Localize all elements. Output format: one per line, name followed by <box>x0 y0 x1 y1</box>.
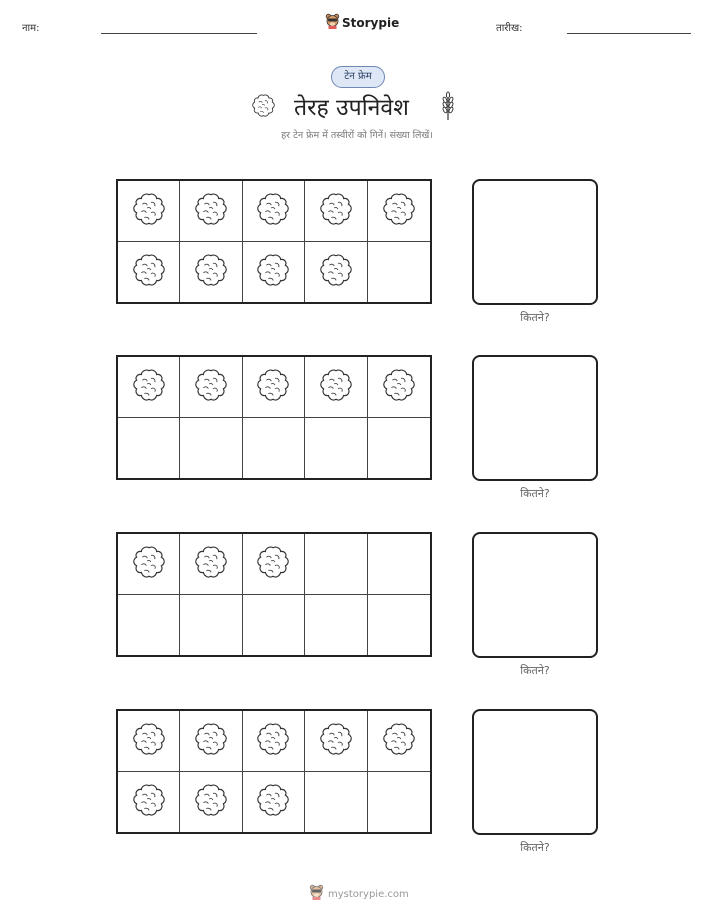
ten-frame-cell <box>118 711 180 772</box>
ten-frame-cell <box>180 418 242 479</box>
cotton-boll-icon <box>254 720 292 762</box>
cotton-boll-icon <box>192 251 230 293</box>
instructions: हर टेन फ्रेम में तस्वीरों को गिनें। संख्या लिखें। <box>281 130 433 141</box>
ten-frame-cell <box>243 357 305 418</box>
cotton-boll-icon <box>254 543 292 585</box>
cotton-boll-icon <box>380 720 418 762</box>
brand-logo <box>325 13 399 33</box>
ten-frame-cell <box>118 418 180 479</box>
ten-frame-cell <box>368 181 430 242</box>
how-many-label: कितने? <box>520 664 550 677</box>
bear-mascot-icon <box>325 13 340 33</box>
ten-frame-cell <box>305 772 367 833</box>
ten-frame-cell <box>305 357 367 418</box>
cotton-boll-icon <box>130 251 168 293</box>
footer-site: mystorypie.com <box>328 888 409 900</box>
ten-frame-cell <box>243 242 305 303</box>
ten-frame-cell <box>243 595 305 656</box>
ten-frame-cell <box>305 595 367 656</box>
ten-frame-cell <box>243 534 305 595</box>
cotton-boll-icon <box>192 190 230 232</box>
ten-frame-cell <box>243 772 305 833</box>
cotton-boll-icon <box>192 366 230 408</box>
ten-frame-cell <box>368 534 430 595</box>
cotton-boll-icon <box>254 190 292 232</box>
ten-frame-cell <box>118 357 180 418</box>
ten-frame-cell <box>368 242 430 303</box>
ten-frame-cell <box>180 181 242 242</box>
cotton-boll-icon <box>192 543 230 585</box>
cotton-boll-icon <box>130 781 168 823</box>
answer-box[interactable] <box>472 532 598 658</box>
ten-frame-cell <box>118 534 180 595</box>
bear-mascot-icon <box>309 884 324 904</box>
ten-frame-cell <box>305 711 367 772</box>
ten-frame-cell <box>368 711 430 772</box>
cotton-boll-icon <box>254 251 292 293</box>
page-title: तेरह उपनिवेश <box>294 95 409 121</box>
ten-frame-cell <box>243 711 305 772</box>
cotton-boll-icon <box>130 543 168 585</box>
answer-box[interactable] <box>472 709 598 835</box>
how-many-label: कितने? <box>520 487 550 500</box>
ten-frame-cell <box>243 418 305 479</box>
ten-frame-cell <box>305 181 367 242</box>
ten-frame-cell <box>180 772 242 833</box>
wheat-icon <box>439 91 457 125</box>
ten-frame-cell <box>118 595 180 656</box>
ten-frame-cell <box>118 242 180 303</box>
cotton-boll-icon <box>317 190 355 232</box>
cotton-boll-icon <box>380 366 418 408</box>
date-label: तारीख: <box>496 23 523 34</box>
footer <box>309 884 409 904</box>
ten-frame-cell <box>368 772 430 833</box>
ten-frame-cell <box>305 242 367 303</box>
answer-box[interactable] <box>472 355 598 481</box>
cotton-boll-icon <box>254 366 292 408</box>
ten-frame-cell <box>243 181 305 242</box>
ten-frame-cell <box>118 181 180 242</box>
ten-frame <box>116 179 432 304</box>
answer-box[interactable] <box>472 179 598 305</box>
ten-frame-cell <box>368 418 430 479</box>
cotton-boll-icon <box>380 190 418 232</box>
topic-badge: टेन फ्रेम <box>331 66 385 88</box>
brand-name: Storypie <box>342 16 400 30</box>
ten-frame-cell <box>180 534 242 595</box>
cotton-boll-icon <box>317 251 355 293</box>
ten-frame-cell <box>368 595 430 656</box>
cotton-boll-icon <box>130 366 168 408</box>
how-many-label: कितने? <box>520 841 550 854</box>
cotton-boll-icon <box>317 720 355 762</box>
ten-frame <box>116 532 432 657</box>
ten-frame-cell <box>118 772 180 833</box>
date-line[interactable] <box>567 33 691 34</box>
how-many-label: कितने? <box>520 311 550 324</box>
ten-frame-cell <box>368 357 430 418</box>
cotton-boll-icon <box>250 92 277 123</box>
cotton-boll-icon <box>254 781 292 823</box>
ten-frame-cell <box>180 242 242 303</box>
cotton-boll-icon <box>130 720 168 762</box>
cotton-boll-icon <box>317 366 355 408</box>
cotton-boll-icon <box>192 781 230 823</box>
cotton-boll-icon <box>192 720 230 762</box>
ten-frame-cell <box>305 534 367 595</box>
name-label: नाम: <box>22 23 40 34</box>
ten-frame-cell <box>180 595 242 656</box>
ten-frame-cell <box>305 418 367 479</box>
ten-frame-cell <box>180 357 242 418</box>
name-line[interactable] <box>101 33 257 34</box>
ten-frame-cell <box>180 711 242 772</box>
ten-frame <box>116 355 432 480</box>
cotton-boll-icon <box>130 190 168 232</box>
ten-frame <box>116 709 432 834</box>
